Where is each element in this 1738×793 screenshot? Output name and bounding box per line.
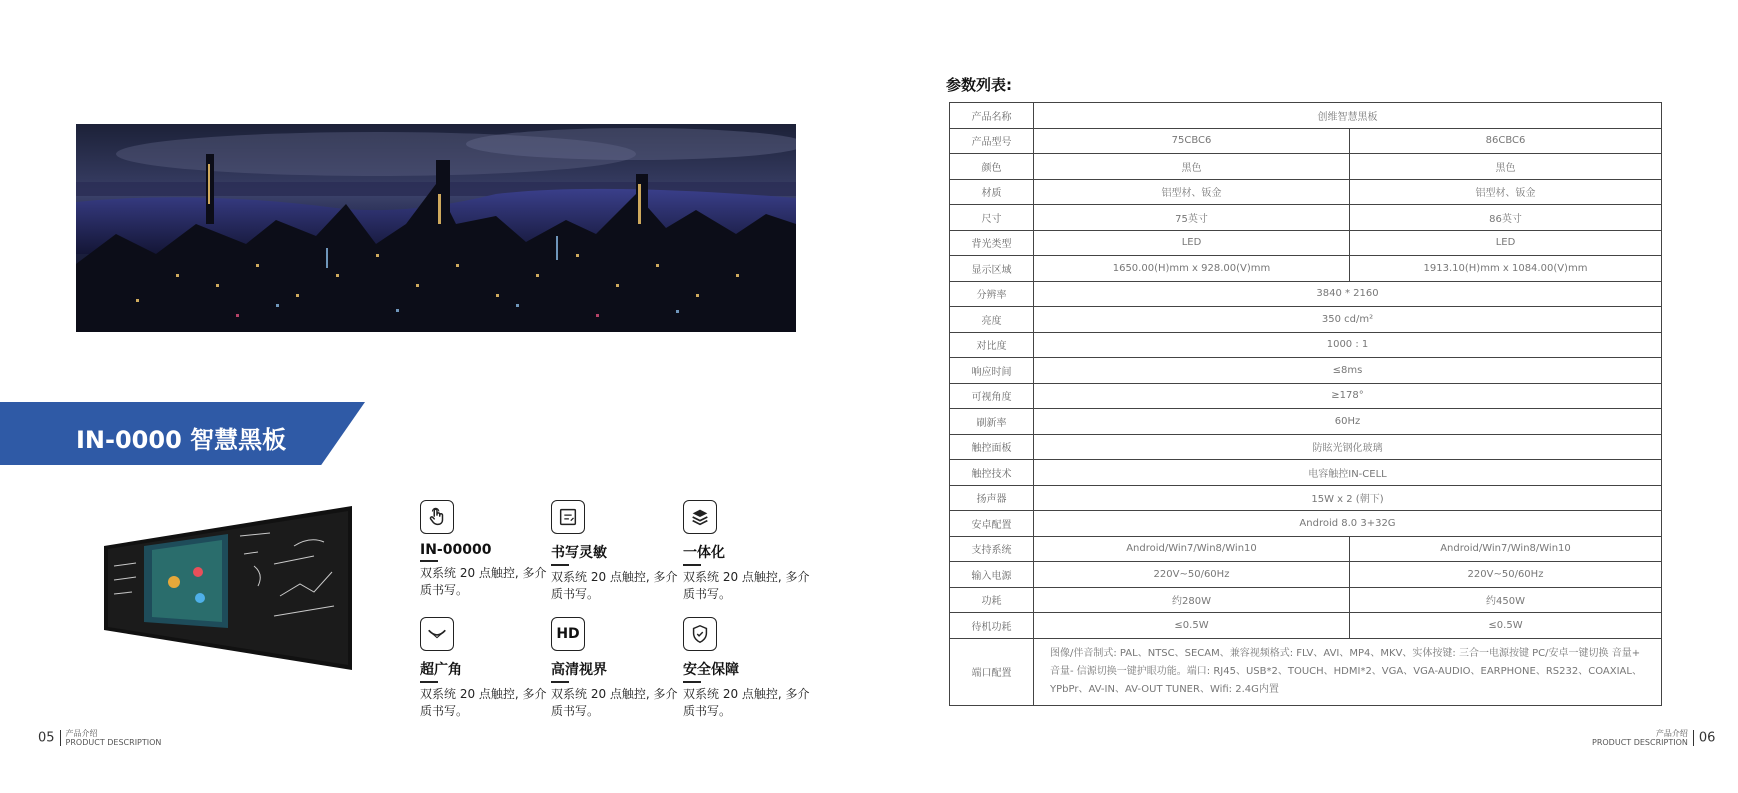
spec-value: 电容触控IN-CELL (1034, 460, 1662, 486)
spec-key: 安卓配置 (950, 511, 1034, 537)
page-number: 06 (1698, 730, 1716, 746)
spec-value-b: 黑色 (1350, 154, 1662, 180)
spec-row (950, 587, 1662, 613)
spec-port-value: 图像/伴音制式: PAL、NTSC、SECAM、兼容视频格式: FLV、AVI、MP4、MKV、实体按键: 三合一电源按键 PC/安卓一键切换 音量+ 音量- 信源切换一键护眼功能。端口: RJ45、USB*2、TOUCH、HDMI*2、VGA、VGA-AUDIO、EARPHONE、RS232、COAXIAL、YPbPr、AV-IN、AV-OUT TUNER、Wifi: 2.4G内置 (1034, 638, 1662, 705)
feature-name: 书写灵敏 (551, 545, 607, 561)
spec-value-b: Android/Win7/Win8/Win10 (1350, 536, 1662, 562)
spec-key: 待机功耗 (950, 613, 1034, 639)
spec-row (950, 205, 1662, 231)
spec-value-a: 黑色 (1034, 154, 1350, 180)
smart-blackboard-image (104, 506, 352, 670)
spec-value-b: 1913.10(H)mm x 1084.00(V)mm (1350, 256, 1662, 282)
feature-hd (551, 617, 681, 720)
spec-row (950, 409, 1662, 435)
spec-value: 350 cd/m² (1034, 307, 1662, 333)
spec-key: 显示区域 (950, 256, 1034, 282)
spec-value: 防眩光钢化玻璃 (1034, 434, 1662, 460)
spec-row (950, 128, 1662, 154)
spec-value-b: LED (1350, 230, 1662, 256)
footer-right (1592, 729, 1715, 747)
spec-value-a: 220V~50/60Hz (1034, 562, 1350, 588)
spec-key: 产品名称 (950, 103, 1034, 129)
spec-value-a: 约280W (1034, 587, 1350, 613)
spec-value-b: 220V~50/60Hz (1350, 562, 1662, 588)
divider (551, 564, 569, 566)
product-title: IN-0000 智慧黑板 (76, 426, 287, 454)
divider (420, 681, 438, 683)
spec-row (950, 179, 1662, 205)
feature-safety (683, 617, 813, 720)
page-number: 05 (38, 730, 55, 746)
spec-row (950, 511, 1662, 537)
spec-row (950, 358, 1662, 384)
spec-key: 分辨率 (950, 281, 1034, 307)
spec-title: 参数列表: (946, 76, 1012, 94)
feature-desc: 双系统 20 点触控, 多介质书写。 (551, 687, 678, 718)
spec-value-a: Android/Win7/Win8/Win10 (1034, 536, 1350, 562)
spec-value-b: 86英寸 (1350, 205, 1662, 231)
spec-row (950, 562, 1662, 588)
spec-row (950, 613, 1662, 639)
footer-label-en: PRODUCT DESCRIPTION (1592, 738, 1688, 747)
feature-desc: 双系统 20 点触控, 多介质书写。 (420, 687, 547, 718)
spec-key: 支持系统 (950, 536, 1034, 562)
spec-value-a: ≤0.5W (1034, 613, 1350, 639)
divider (1693, 730, 1694, 746)
spec-value: 60Hz (1034, 409, 1662, 435)
spec-value: 1000 : 1 (1034, 332, 1662, 358)
spec-value: ≤8ms (1034, 358, 1662, 384)
spec-value-a: LED (1034, 230, 1350, 256)
spec-row (950, 230, 1662, 256)
spec-key: 对比度 (950, 332, 1034, 358)
spec-key: 亮度 (950, 307, 1034, 333)
spec-value-b: ≤0.5W (1350, 613, 1662, 639)
spec-row (950, 434, 1662, 460)
hd-glyph: HD (556, 626, 580, 642)
feature-desc: 双系统 20 点触控, 多介质书写。 (420, 566, 547, 597)
spec-key: 扬声器 (950, 485, 1034, 511)
spec-row (950, 154, 1662, 180)
footer-label-cn: 产品介绍 (1655, 729, 1688, 738)
spec-value: 15W x 2 (朝下) (1034, 485, 1662, 511)
spec-value: 3840 * 2160 (1034, 281, 1662, 307)
spec-table (949, 102, 1662, 706)
spec-row (950, 307, 1662, 333)
spec-value-b: 铝型材、钣金 (1350, 179, 1662, 205)
spec-value: 创维智慧黑板 (1034, 103, 1662, 129)
spec-key: 刷新率 (950, 409, 1034, 435)
spec-key: 背光类型 (950, 230, 1034, 256)
spec-key: 输入电源 (950, 562, 1034, 588)
spec-key: 响应时间 (950, 358, 1034, 384)
divider (420, 560, 438, 562)
spec-key: 可视角度 (950, 383, 1034, 409)
spec-key: 尺寸 (950, 205, 1034, 231)
shield-check-icon (683, 617, 717, 651)
spec-key: 触控面板 (950, 434, 1034, 460)
spec-key: 触控技术 (950, 460, 1034, 486)
feature-wide-angle (420, 617, 550, 720)
spec-key: 产品型号 (950, 128, 1034, 154)
feature-name: IN-00000 (420, 542, 492, 558)
city-skyline-photo (76, 124, 796, 332)
spec-row (950, 485, 1662, 511)
spec-value-a: 1650.00(H)mm x 928.00(V)mm (1034, 256, 1350, 282)
spec-key: 材质 (950, 179, 1034, 205)
feature-name: 安全保障 (683, 662, 739, 678)
spec-value-b: 约450W (1350, 587, 1662, 613)
spec-value: Android 8.0 3+32G (1034, 511, 1662, 537)
feature-desc: 双系统 20 点触控, 多介质书写。 (683, 687, 810, 718)
spec-row (950, 460, 1662, 486)
divider (683, 564, 701, 566)
spec-value-b: 86CBC6 (1350, 128, 1662, 154)
spec-key: 端口配置 (950, 638, 1034, 705)
divider (551, 681, 569, 683)
footer-label-en: PRODUCT DESCRIPTION (65, 738, 162, 747)
footer-label-cn: 产品介绍 (65, 729, 98, 738)
spec-value-a: 75英寸 (1034, 205, 1350, 231)
feature-desc: 双系统 20 点触控, 多介质书写。 (683, 570, 810, 601)
spec-row (950, 103, 1662, 129)
spec-key: 功耗 (950, 587, 1034, 613)
feature-name: 一体化 (683, 545, 725, 561)
feature-name: 超广角 (420, 662, 462, 678)
spec-row (950, 256, 1662, 282)
writing-pad-icon (551, 500, 585, 534)
divider (60, 730, 61, 746)
spec-row (950, 536, 1662, 562)
feature-name: 高清视界 (551, 662, 607, 678)
hd-icon (551, 617, 585, 651)
spec-key: 颜色 (950, 154, 1034, 180)
spec-row (950, 638, 1662, 705)
wide-angle-icon (420, 617, 454, 651)
divider (683, 681, 701, 683)
feature-touch (420, 500, 550, 599)
footer-left (38, 729, 161, 747)
touch-hand-icon (420, 500, 454, 534)
spec-value-a: 75CBC6 (1034, 128, 1350, 154)
spec-row (950, 332, 1662, 358)
spec-value-a: 铝型材、钣金 (1034, 179, 1350, 205)
spec-value: ≥178° (1034, 383, 1662, 409)
layers-icon (683, 500, 717, 534)
feature-writing (551, 500, 681, 603)
feature-desc: 双系统 20 点触控, 多介质书写。 (551, 570, 678, 601)
spec-row (950, 383, 1662, 409)
feature-integrated (683, 500, 813, 603)
city-skyline-illustration (76, 124, 796, 332)
spec-row (950, 281, 1662, 307)
